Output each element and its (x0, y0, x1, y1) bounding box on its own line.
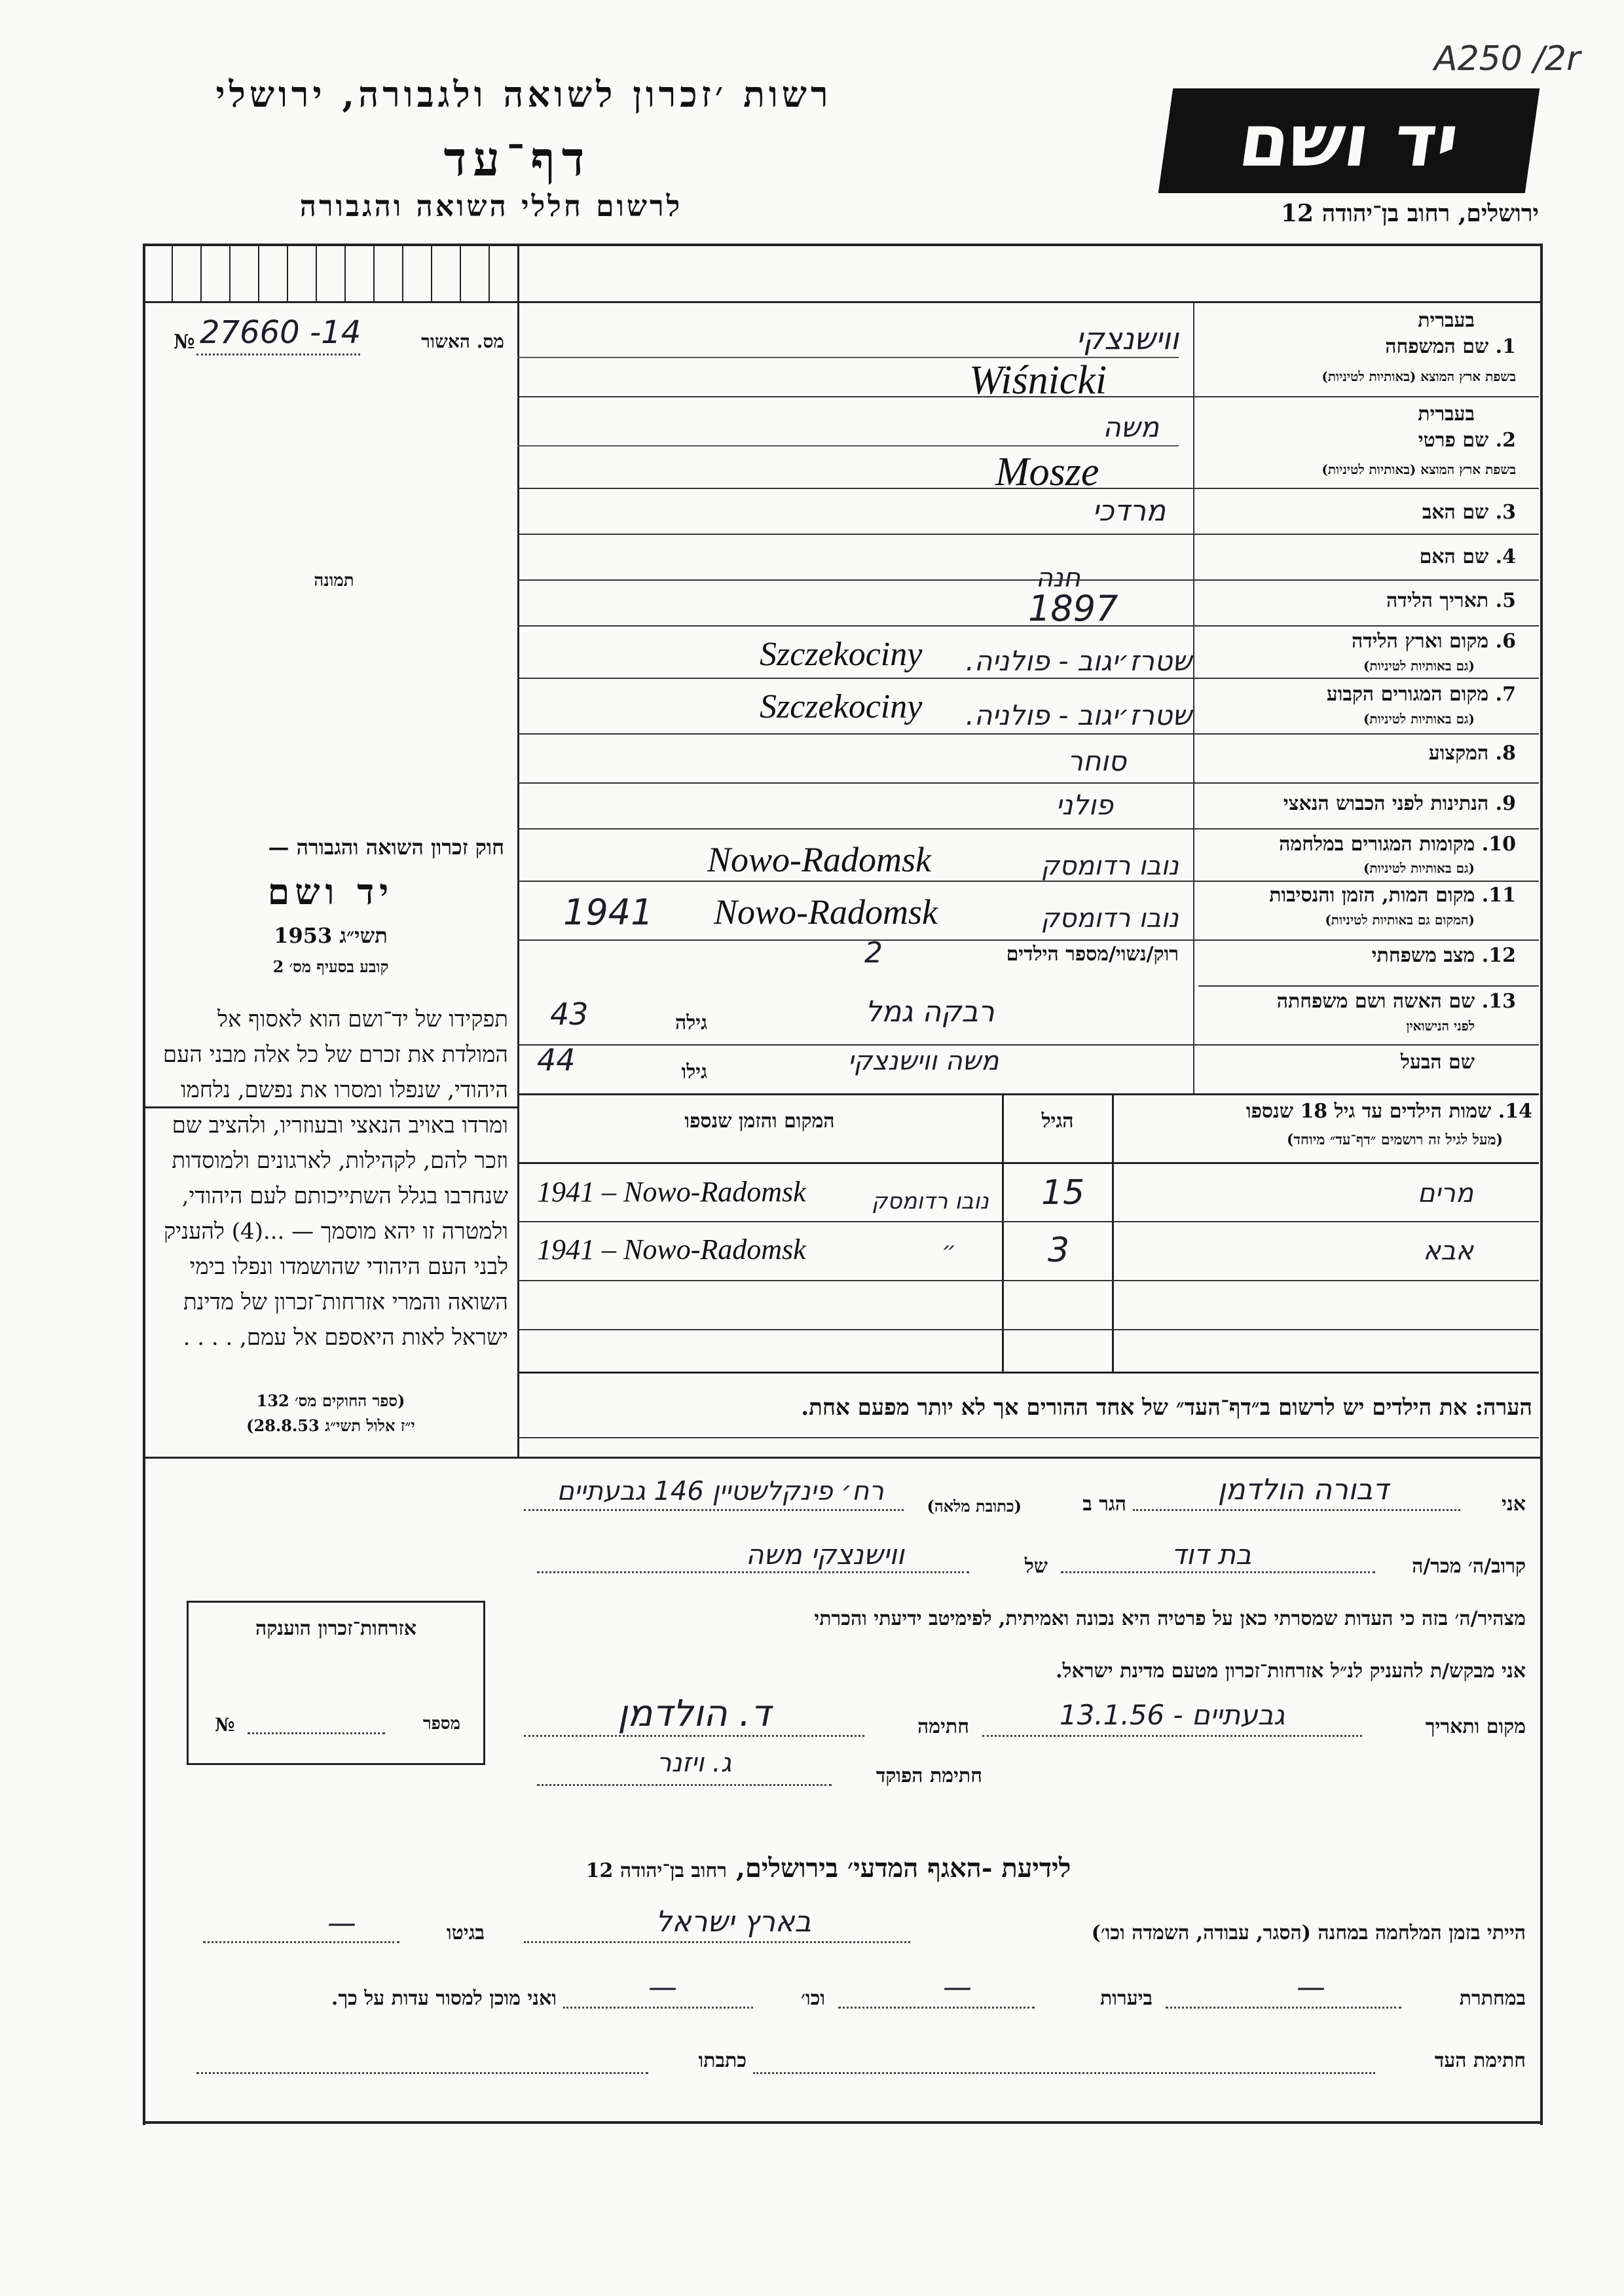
footer-etc-dash: — (648, 1971, 677, 2004)
children-col-age: הגיל (1041, 1110, 1074, 1133)
footer-line1-value: בארץ ישראל (655, 1905, 811, 1939)
approval-label: מס. האשור (421, 331, 504, 352)
field-2-value-heb: משה (1103, 411, 1159, 443)
footer-underground-label: במחתרת (1459, 1987, 1526, 2010)
address-line: ירושלים, רחוב בן־יהודה 12 (1280, 200, 1539, 227)
witness-address: רח׳ פינקלשטיין 146 גבעתיים (557, 1476, 884, 1506)
officer-label: חתימת הפוקד (876, 1764, 982, 1787)
law-name: יד ושם (267, 871, 394, 913)
footer-line1-label: הייתי בזמן המלחמה במחנה (הסגר, עבודה, השמדה וכו׳) (1091, 1922, 1526, 1944)
field-6-label: 6. מקום וארץ הלידה (1351, 630, 1516, 653)
photo-label: תמונה (314, 571, 354, 591)
husband-label: שם הבעל (1400, 1051, 1475, 1074)
field-7-label: 7. מקום המגורים הקבוע (1326, 683, 1516, 706)
husband-age: 44 (537, 1042, 576, 1078)
form-subtitle: לרשום חללי השואה והגבורה (299, 190, 683, 223)
law-body: תפקידו של יד־ושם הוא לאסוף אל המולדת את זכרם של כל אלה מבני העם היהודי, שנפלו ומסרו את נפשם, נלחמו ומרדו באויב הנאצי ובעוזריו, ולהציב שם וזכר להם, לקהילות, לארגונים ולמוסדות שנחרבו בגלל השתייכותם לעם היהודי, ולמטרה זו יהא מוסמך — ...(4) להעניק לבני העם היהודי שהושמדו ונפלו בימי השואה והמרי אזרחות־זכרון של מדינת ישראל לאות היאספם אל עמם, . . . . (162, 1006, 508, 1351)
husband-age-label: גילו (681, 1061, 707, 1084)
field-12-extra-label: רוק/נשוי/מספר הילדים (1006, 943, 1179, 966)
field-2-value-lat: Mosze (995, 450, 1099, 494)
field-2-heb-tag: בעברית (1418, 403, 1475, 426)
field-12-value: 2 (864, 936, 883, 970)
citizenship-box-title: אזרחות־זכרון הוענקה (255, 1617, 417, 1640)
witness-signature-label: חתימה (917, 1715, 969, 1738)
citizenship-no-mark: № (215, 1714, 235, 1736)
footer-forests-label: ביערות (1099, 1987, 1153, 2010)
footer-ready-label: ואני מוכן למסור עדות על כך. (331, 1987, 557, 2010)
field-6-sub: (גם באותיות לטיניות) (1363, 658, 1475, 674)
witness-address-hint: (כתובת מלאה) (927, 1497, 1022, 1516)
law-year: תשי״ג 1953 (274, 923, 388, 948)
witness-relation: בת דוד (1171, 1539, 1252, 1571)
children-title: 14. שמות הילדים עד גיל 18 שנספו (1246, 1100, 1532, 1123)
children-remark: הערה: את הילדים יש לרשום ב״דף־העד״ של אחד ההורים אך לא יותר מפעם אחת. (801, 1394, 1532, 1421)
field-9-value: פולני (1056, 789, 1113, 821)
citizenship-number-label: מספר (422, 1714, 460, 1734)
husband-value: משה ווישנצקי (847, 1046, 999, 1076)
field-11-label: 11. מקום המות, הזמן והנסיבות (1269, 884, 1516, 907)
child-1-name: מרים (1417, 1178, 1473, 1209)
law-source: (ספר החוקים מס׳ 132 (256, 1391, 405, 1410)
law-title-line (157, 835, 504, 860)
field-7-value-heb: שטרז׳יגוב - פולניה. (965, 699, 1192, 731)
witness-place-date-label: מקום ותאריך (1425, 1715, 1526, 1738)
footer-ghetto-label: בגיטו (446, 1922, 485, 1944)
form-title: דף־עד (443, 131, 591, 187)
approval-number: 27660 -14 (200, 314, 361, 351)
field-7-value-lat: Szczekociny (760, 688, 923, 725)
witness-of-value: ווישנצקי משה (745, 1539, 905, 1571)
footer-heading (458, 1853, 1198, 1884)
field-6-value-lat: Szczekociny (760, 636, 923, 673)
child-2-place-lat: 1941 – Nowo-Radomsk (537, 1233, 806, 1266)
footer-etc-label: וכו׳ (801, 1987, 825, 2010)
footer-forests-dash: — (943, 1971, 972, 2004)
law-date: י״ז אלול תשי״ג 28.8.53) (246, 1416, 415, 1435)
child-2-place-heb: ״ (942, 1237, 956, 1264)
field-2-sub: בשפת ארץ המוצא (באותיות לטיניות) (1321, 462, 1516, 477)
field-3-label: 3. שם האב (1422, 501, 1516, 524)
witness-name: דבורה הולדמן (1217, 1473, 1389, 1506)
field-10-value-heb: נובו רדומסק (1041, 851, 1179, 881)
witness-relative-label: קרוב/ה׳ מכר/ה (1412, 1555, 1526, 1578)
footer-witness-signature-label: חתימת העד (1434, 2049, 1526, 2072)
field-7-sub: (גם באותיות לטיניות) (1363, 711, 1475, 727)
field-10-label: 10. מקומות המגורים במלחמה (1279, 833, 1516, 856)
field-11-value-lat: Nowo-Radomsk (714, 892, 938, 932)
footer-address-label: כתבתו (698, 2049, 747, 2072)
witness-declare-2: אני מבקש/ת להעניק לנ״ל אזרחות־זכרון מטעם מדינת ישראל. (1056, 1660, 1526, 1683)
citizenship-box (187, 1601, 485, 1765)
field-13-value: רבקה גמל (865, 995, 995, 1029)
child-2-name: אבא (1423, 1236, 1473, 1266)
field-13-age-label: גילה (674, 1011, 707, 1034)
witness-of-label: של (1024, 1555, 1048, 1578)
logo-text: יד ושם (1234, 99, 1464, 183)
child-2-age: 3 (1048, 1231, 1070, 1270)
officer-signature: ג. ויזנר (656, 1748, 732, 1778)
field-13-label: 13. שם האשה ושם משפחתה (1276, 990, 1516, 1013)
field-11-value-year: 1941 (563, 892, 654, 933)
law-dash: — (268, 835, 289, 860)
witness-signature: ד. הולדמן (618, 1692, 771, 1735)
witness-i-label: אני (1502, 1493, 1526, 1516)
field-5-value: 1897 (1028, 588, 1118, 629)
witness-lives-label: הגר ב (1082, 1493, 1126, 1516)
field-1-value-lat: Wiśnicki (969, 358, 1107, 403)
child-1-age: 15 (1041, 1173, 1085, 1212)
footer-ghetto-dash: — (327, 1906, 356, 1940)
field-13-age: 43 (550, 996, 589, 1032)
field-12-label: 12. מצב משפחתי (1371, 944, 1516, 967)
approval-no-mark: № (174, 331, 195, 354)
archive-number: A250 /2r (1434, 39, 1581, 79)
children-note: (מעל לגיל זה רושמים ״דף־עד״ מיוחד) (1286, 1131, 1503, 1148)
field-4-label: 4. שם האם (1419, 545, 1516, 568)
footer-underground-dash: — (1297, 1971, 1325, 2004)
witness-place-date: גבעתיים - 13.1.56 (1059, 1699, 1285, 1731)
field-13-sub: לפני הנישואין (1406, 1018, 1475, 1034)
field-1-heb-tag: בעברית (1418, 309, 1475, 332)
child-1-place-lat: 1941 – Nowo-Radomsk (537, 1176, 806, 1208)
field-10-value-lat: Nowo-Radomsk (707, 840, 931, 879)
law-clause: קובע בסעיף מס׳ 2 (272, 957, 389, 976)
field-9-label: 9. הנתינות לפני הכבוש הנאצי (1283, 792, 1516, 815)
field-2-label: 2. שם פרטי (1418, 429, 1516, 452)
field-5-label: 5. תאריך הלידה (1386, 589, 1516, 612)
children-col-place: המקום והזמן שנספו (684, 1110, 835, 1133)
field-11-sub: (המקום גם באותיות לטיניות) (1325, 912, 1475, 928)
witness-declare-1: מצהיר/ה׳ בזה כי העדות שמסרתי כאן על פרטיה היא נכונה ואמיתית, לפימיטב ידיעתי והכרתי (814, 1607, 1526, 1630)
field-4-value: חנה (1035, 563, 1080, 593)
yad-vashem-logo (1158, 88, 1540, 193)
field-11-value-heb: נובו רדומסק (1041, 903, 1179, 934)
footer-heading-addr: רחוב בן־יהודה 12 (585, 1859, 728, 1882)
law-title: חוק זכרון השואה והגבורה (296, 835, 504, 860)
field-1-sub: בשפת ארץ המוצא (באותיות לטיניות) (1321, 369, 1516, 384)
field-8-label: 8. המקצוע (1428, 742, 1516, 765)
field-8-value: סוחר (1067, 745, 1126, 777)
field-1-label: 1. שם המשפחה (1385, 335, 1516, 358)
field-10-sub: (גם באותיות לטיניות) (1363, 860, 1475, 876)
authority-line: רשות ׳זכרון לשואה ולגבורה, ירושלי (215, 73, 832, 115)
field-6-value-heb: שטרז׳יגוב - פולניה. (965, 645, 1192, 677)
field-3-value: מרדכי (1092, 494, 1166, 528)
footer-heading-text: לידיעת -האגף המדעי׳ בירושלים, (735, 1853, 1071, 1884)
field-1-value-heb: ווישנצקי (1076, 321, 1179, 356)
child-1-place-heb: נובו רדומסק (872, 1188, 989, 1214)
